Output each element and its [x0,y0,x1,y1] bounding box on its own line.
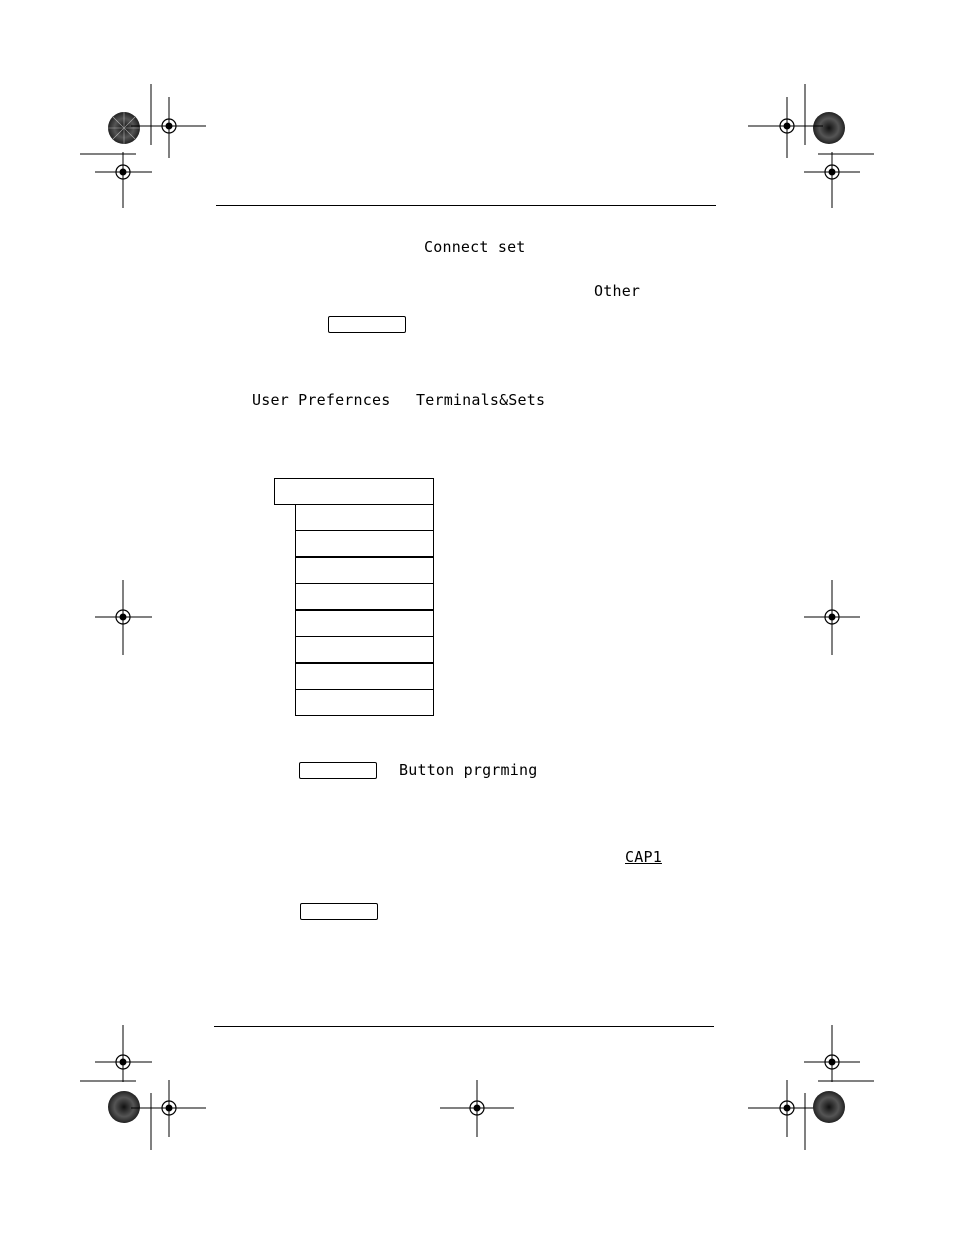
key-button[interactable] [299,762,377,779]
header-rule [216,205,716,206]
registration-rosette-icon [813,1091,845,1123]
menu-stack-row [295,636,434,663]
key-button[interactable] [328,316,406,333]
display-terminals-sets: Terminals&Sets [416,391,546,409]
registration-rosette-icon [813,112,845,144]
menu-stack-row [295,663,434,690]
display-button-programming: Button prgrming [399,761,538,779]
display-connect-set: Connect set [424,238,526,256]
menu-stack-row [295,504,434,531]
registration-rosette-icon [108,112,140,144]
menu-stack-header [274,478,434,505]
display-user-preferences: User Prefernces [252,391,391,409]
menu-stack-row [295,530,434,557]
menu-stack-row [295,583,434,610]
registration-rosette-icon [108,1091,140,1123]
key-button[interactable] [300,903,378,920]
display-cap1: CAP1 [625,848,662,866]
menu-stack-row [295,610,434,637]
menu-stack-row [295,689,434,716]
footer-rule [214,1026,714,1027]
display-other: Other [594,282,641,300]
menu-stack-row [295,557,434,584]
